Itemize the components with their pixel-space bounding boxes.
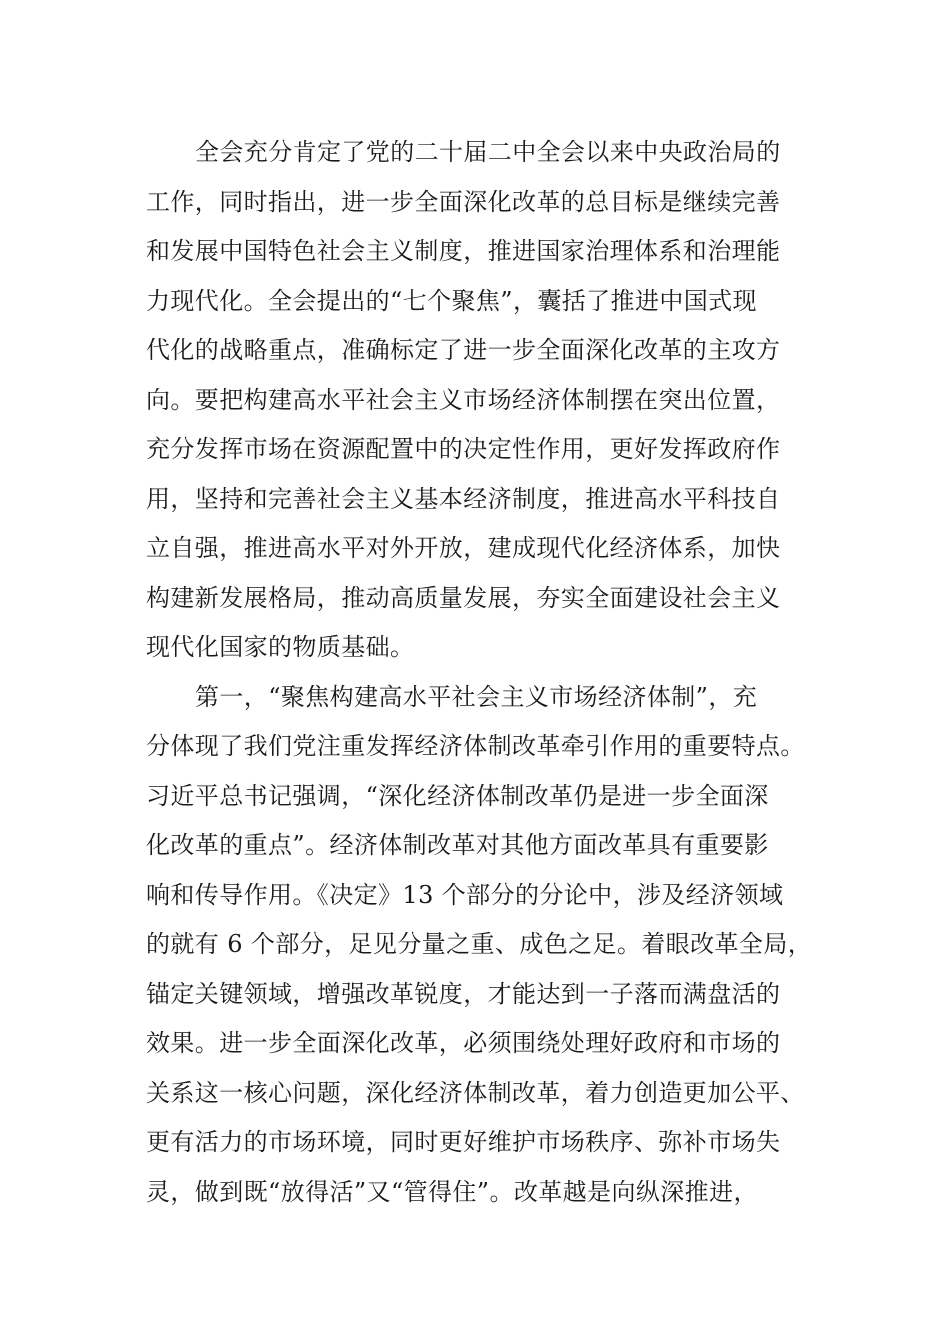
text-line: 的就有 6 个部分，足见分量之重、成色之足。着眼改革全局， [146, 930, 813, 958]
text-line: 灵，做到既“放得活”又“管得住”。改革越是向纵深推进， [146, 1177, 758, 1206]
text-line: 立自强，推进高水平对外开放，建成现代化经济体系，加快 [146, 534, 781, 562]
text-line: 代化的战略重点，准确标定了进一步全面深化改革的主攻方 [146, 336, 781, 364]
text-line: 力现代化。全会提出的“七个聚焦”，囊括了推进中国式现 [146, 286, 757, 315]
text-line: 向。要把构建高水平社会主义市场经济体制摆在突出位置， [146, 385, 781, 414]
text-line: 现代化国家的物质基础。 [146, 633, 415, 661]
paragraph-2 [146, 673, 813, 1218]
paragraph-1 [146, 128, 806, 673]
text-line: 工作，同时指出，进一步全面深化改革的总目标是继续完善 [146, 187, 781, 216]
text-line: 充分发挥市场在资源配置中的决定性作用，更好发挥政府作 [146, 435, 781, 463]
text-line: 和发展中国特色社会主义制度，推进国家治理体系和治理能 [146, 237, 781, 265]
text-line: 关系这一核心问题，深化经济体制改革，着力创造更加公平、 [146, 1078, 805, 1107]
text-line: 习近平总书记强调，“深化经济体制改革仍是进一步全面深 [146, 781, 769, 810]
text-line: 构建新发展格局，推动高质量发展，夯实全面建设社会主义 [146, 583, 781, 612]
text-line: 全会充分肯定了党的二十届二中全会以来中央政治局的 [195, 138, 781, 166]
text-line: 用，坚持和完善社会主义基本经济制度，推进高水平科技自 [146, 484, 781, 513]
text-line: 分体现了我们党注重发挥经济体制改革牵引作用的重要特点。 [146, 732, 805, 760]
text-line: 更有活力的市场环境，同时更好维护市场秩序、弥补市场失 [146, 1128, 781, 1156]
text-line: 锚定关键领域，增强改革锐度，才能达到一子落而满盘活的 [146, 979, 781, 1008]
text-line: 第一，“聚焦构建高水平社会主义市场经济体制”，充 [195, 682, 758, 711]
document-body [146, 128, 813, 1217]
text-line: 响和传导作用。《决定》13 个部分的分论中，涉及经济领域 [146, 880, 784, 909]
text-line: 效果。进一步全面深化改革，必须围绕处理好政府和市场的 [146, 1029, 781, 1057]
text-line: 化改革的重点”。经济体制改革对其他方面改革具有重要影 [146, 831, 769, 859]
